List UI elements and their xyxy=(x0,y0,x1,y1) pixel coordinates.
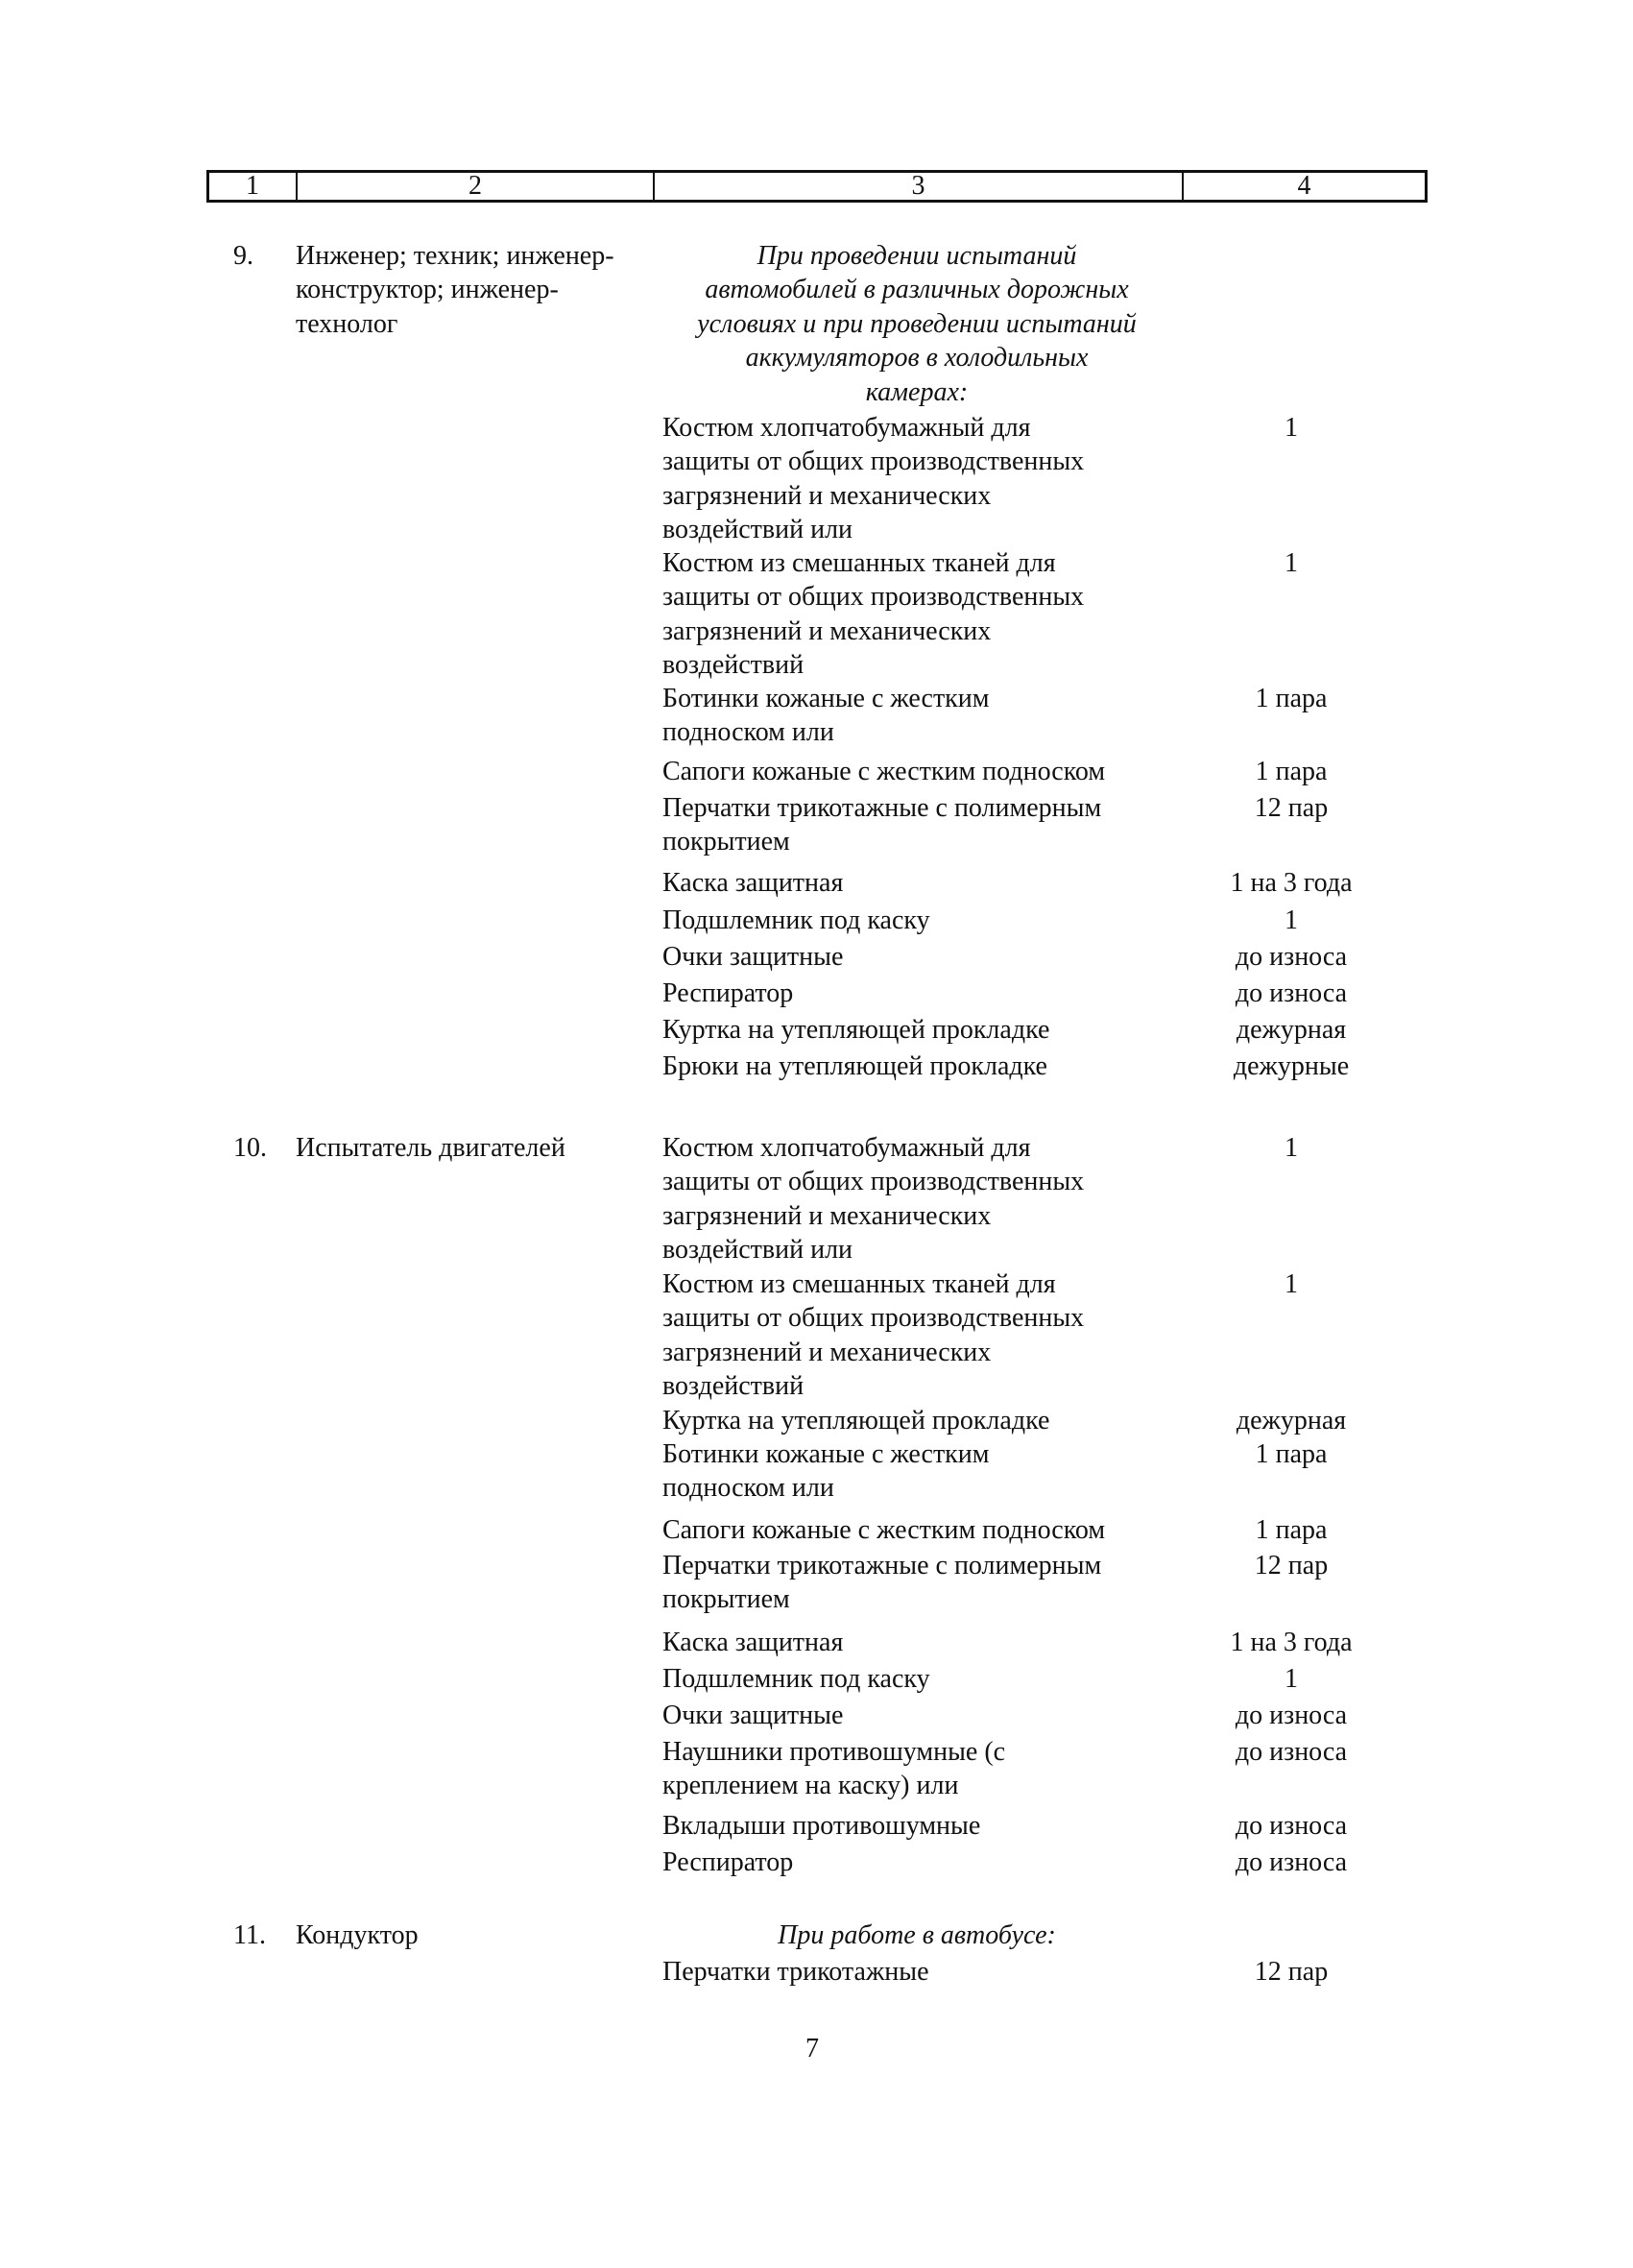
issue-norm: дежурная xyxy=(1236,1015,1347,1045)
equipment-name-line: защиты от общих производственных xyxy=(662,446,1085,477)
equipment-name-line: покрытием xyxy=(662,827,790,857)
equipment-name-line: Респиратор xyxy=(662,1847,794,1877)
equipment-name-line: Костюм хлопчатобумажный для xyxy=(662,1133,1031,1163)
column-header-2: 2 xyxy=(298,173,655,200)
issue-norm: 1 xyxy=(1285,1133,1298,1163)
work-condition-line: При работе в автобусе: xyxy=(778,1920,1056,1950)
equipment-name-line: Перчатки трикотажные с полимерным xyxy=(662,793,1102,823)
issue-norm: 1 на 3 года xyxy=(1230,868,1353,898)
issue-norm: 1 xyxy=(1285,413,1298,443)
issue-norm: 1 пара xyxy=(1255,1515,1328,1545)
equipment-name-line: загрязнений и механических xyxy=(662,615,992,646)
equipment-name-line: Брюки на утепляющей прокладке xyxy=(662,1051,1047,1081)
equipment-name-line: Сапоги кожаные с жестким подноском xyxy=(662,1515,1106,1545)
issue-norm: дежурные xyxy=(1233,1051,1350,1081)
issue-norm: до износа xyxy=(1235,942,1348,972)
issue-norm: 1 xyxy=(1285,905,1298,935)
issue-norm: 12 пар xyxy=(1254,1957,1329,1987)
column-header-row xyxy=(206,170,1428,203)
equipment-name-line: Наушники противошумные (с xyxy=(662,1737,1006,1767)
equipment-name-line: Перчатки трикотажные с полимерным xyxy=(662,1551,1102,1580)
profession-name-line: Испытатель двигателей xyxy=(296,1133,565,1163)
equipment-name-line: Подшлемник под каску xyxy=(662,905,930,935)
work-condition-line: автомобилей в различных дорожных xyxy=(705,275,1129,305)
issue-norm: 1 на 3 года xyxy=(1230,1628,1353,1657)
equipment-name-line: воздействий xyxy=(662,650,804,681)
issue-norm: до износа xyxy=(1235,1811,1348,1841)
issue-norm: 1 пара xyxy=(1255,757,1328,786)
issue-norm: до износа xyxy=(1235,1701,1348,1730)
equipment-name-line: защиты от общих производственных xyxy=(662,1303,1085,1334)
equipment-name-line: Очки защитные xyxy=(662,1701,844,1730)
equipment-name-line: Костюм хлопчатобумажный для xyxy=(662,413,1031,443)
equipment-name-line: Костюм из смешанных тканей для xyxy=(662,1269,1056,1299)
work-condition-line: условиях и при проведении испытаний xyxy=(697,308,1137,339)
equipment-name-line: загрязнений и механических xyxy=(662,480,992,511)
profession-name-line: Кондуктор xyxy=(296,1920,419,1950)
work-condition-line: При проведении испытаний xyxy=(756,241,1077,271)
row-number: 9. xyxy=(233,241,253,271)
work-condition-line: аккумуляторов в холодильных xyxy=(745,343,1089,374)
equipment-name-line: защиты от общих производственных xyxy=(662,582,1085,613)
issue-norm: 1 пара xyxy=(1255,684,1328,713)
column-header-1: 1 xyxy=(209,173,298,200)
equipment-name-line: покрытием xyxy=(662,1584,790,1615)
equipment-name-line: Ботинки кожаные с жестким xyxy=(662,1439,990,1469)
equipment-name-line: креплением на каску) или xyxy=(662,1771,959,1801)
issue-norm: 12 пар xyxy=(1254,1551,1329,1580)
equipment-name-line: Перчатки трикотажные xyxy=(662,1957,929,1987)
equipment-name-line: Каска защитная xyxy=(662,1628,844,1657)
issue-norm: 1 xyxy=(1285,548,1298,578)
equipment-name-line: Подшлемник под каску xyxy=(662,1664,930,1694)
equipment-name-line: Респиратор xyxy=(662,978,794,1008)
profession-name-line: конструктор; инженер- xyxy=(296,275,559,305)
row-number: 11. xyxy=(233,1920,266,1950)
row-number: 10. xyxy=(233,1133,267,1163)
equipment-name-line: Вкладыши противошумные xyxy=(662,1811,981,1841)
equipment-name-line: воздействий или xyxy=(662,1235,853,1266)
page-number: 7 xyxy=(805,2034,819,2063)
equipment-name-line: Костюм из смешанных тканей для xyxy=(662,548,1056,578)
equipment-name-line: воздействий xyxy=(662,1371,804,1402)
issue-norm: до износа xyxy=(1235,1737,1348,1767)
equipment-name-line: Каска защитная xyxy=(662,868,844,898)
work-condition-line: камерах: xyxy=(865,376,969,407)
issue-norm: 1 пара xyxy=(1255,1439,1328,1469)
issue-norm: дежурная xyxy=(1236,1406,1347,1436)
issue-norm: до износа xyxy=(1235,978,1348,1008)
equipment-name-line: защиты от общих производственных xyxy=(662,1167,1085,1197)
equipment-name-line: загрязнений и механических xyxy=(662,1337,992,1367)
issue-norm: 1 xyxy=(1285,1664,1298,1694)
equipment-name-line: Ботинки кожаные с жестким xyxy=(662,684,990,713)
equipment-name-line: Куртка на утепляющей прокладке xyxy=(662,1015,1050,1045)
equipment-name-line: Очки защитные xyxy=(662,942,844,972)
issue-norm: до износа xyxy=(1235,1847,1348,1877)
equipment-name-line: загрязнений и механических xyxy=(662,1200,992,1231)
equipment-name-line: Куртка на утепляющей прокладке xyxy=(662,1406,1050,1436)
equipment-name-line: Сапоги кожаные с жестким подноском xyxy=(662,757,1106,786)
column-header-4: 4 xyxy=(1297,171,1311,201)
equipment-name-line: подноском или xyxy=(662,717,834,748)
profession-name-line: технолог xyxy=(296,308,398,339)
issue-norm: 12 пар xyxy=(1254,793,1329,823)
profession-name-line: Инженер; техник; инженер- xyxy=(296,241,614,271)
equipment-name-line: подноском или xyxy=(662,1473,834,1504)
column-header-3: 3 xyxy=(655,173,1184,200)
issue-norm: 1 xyxy=(1285,1269,1298,1299)
equipment-name-line: воздействий или xyxy=(662,515,853,545)
